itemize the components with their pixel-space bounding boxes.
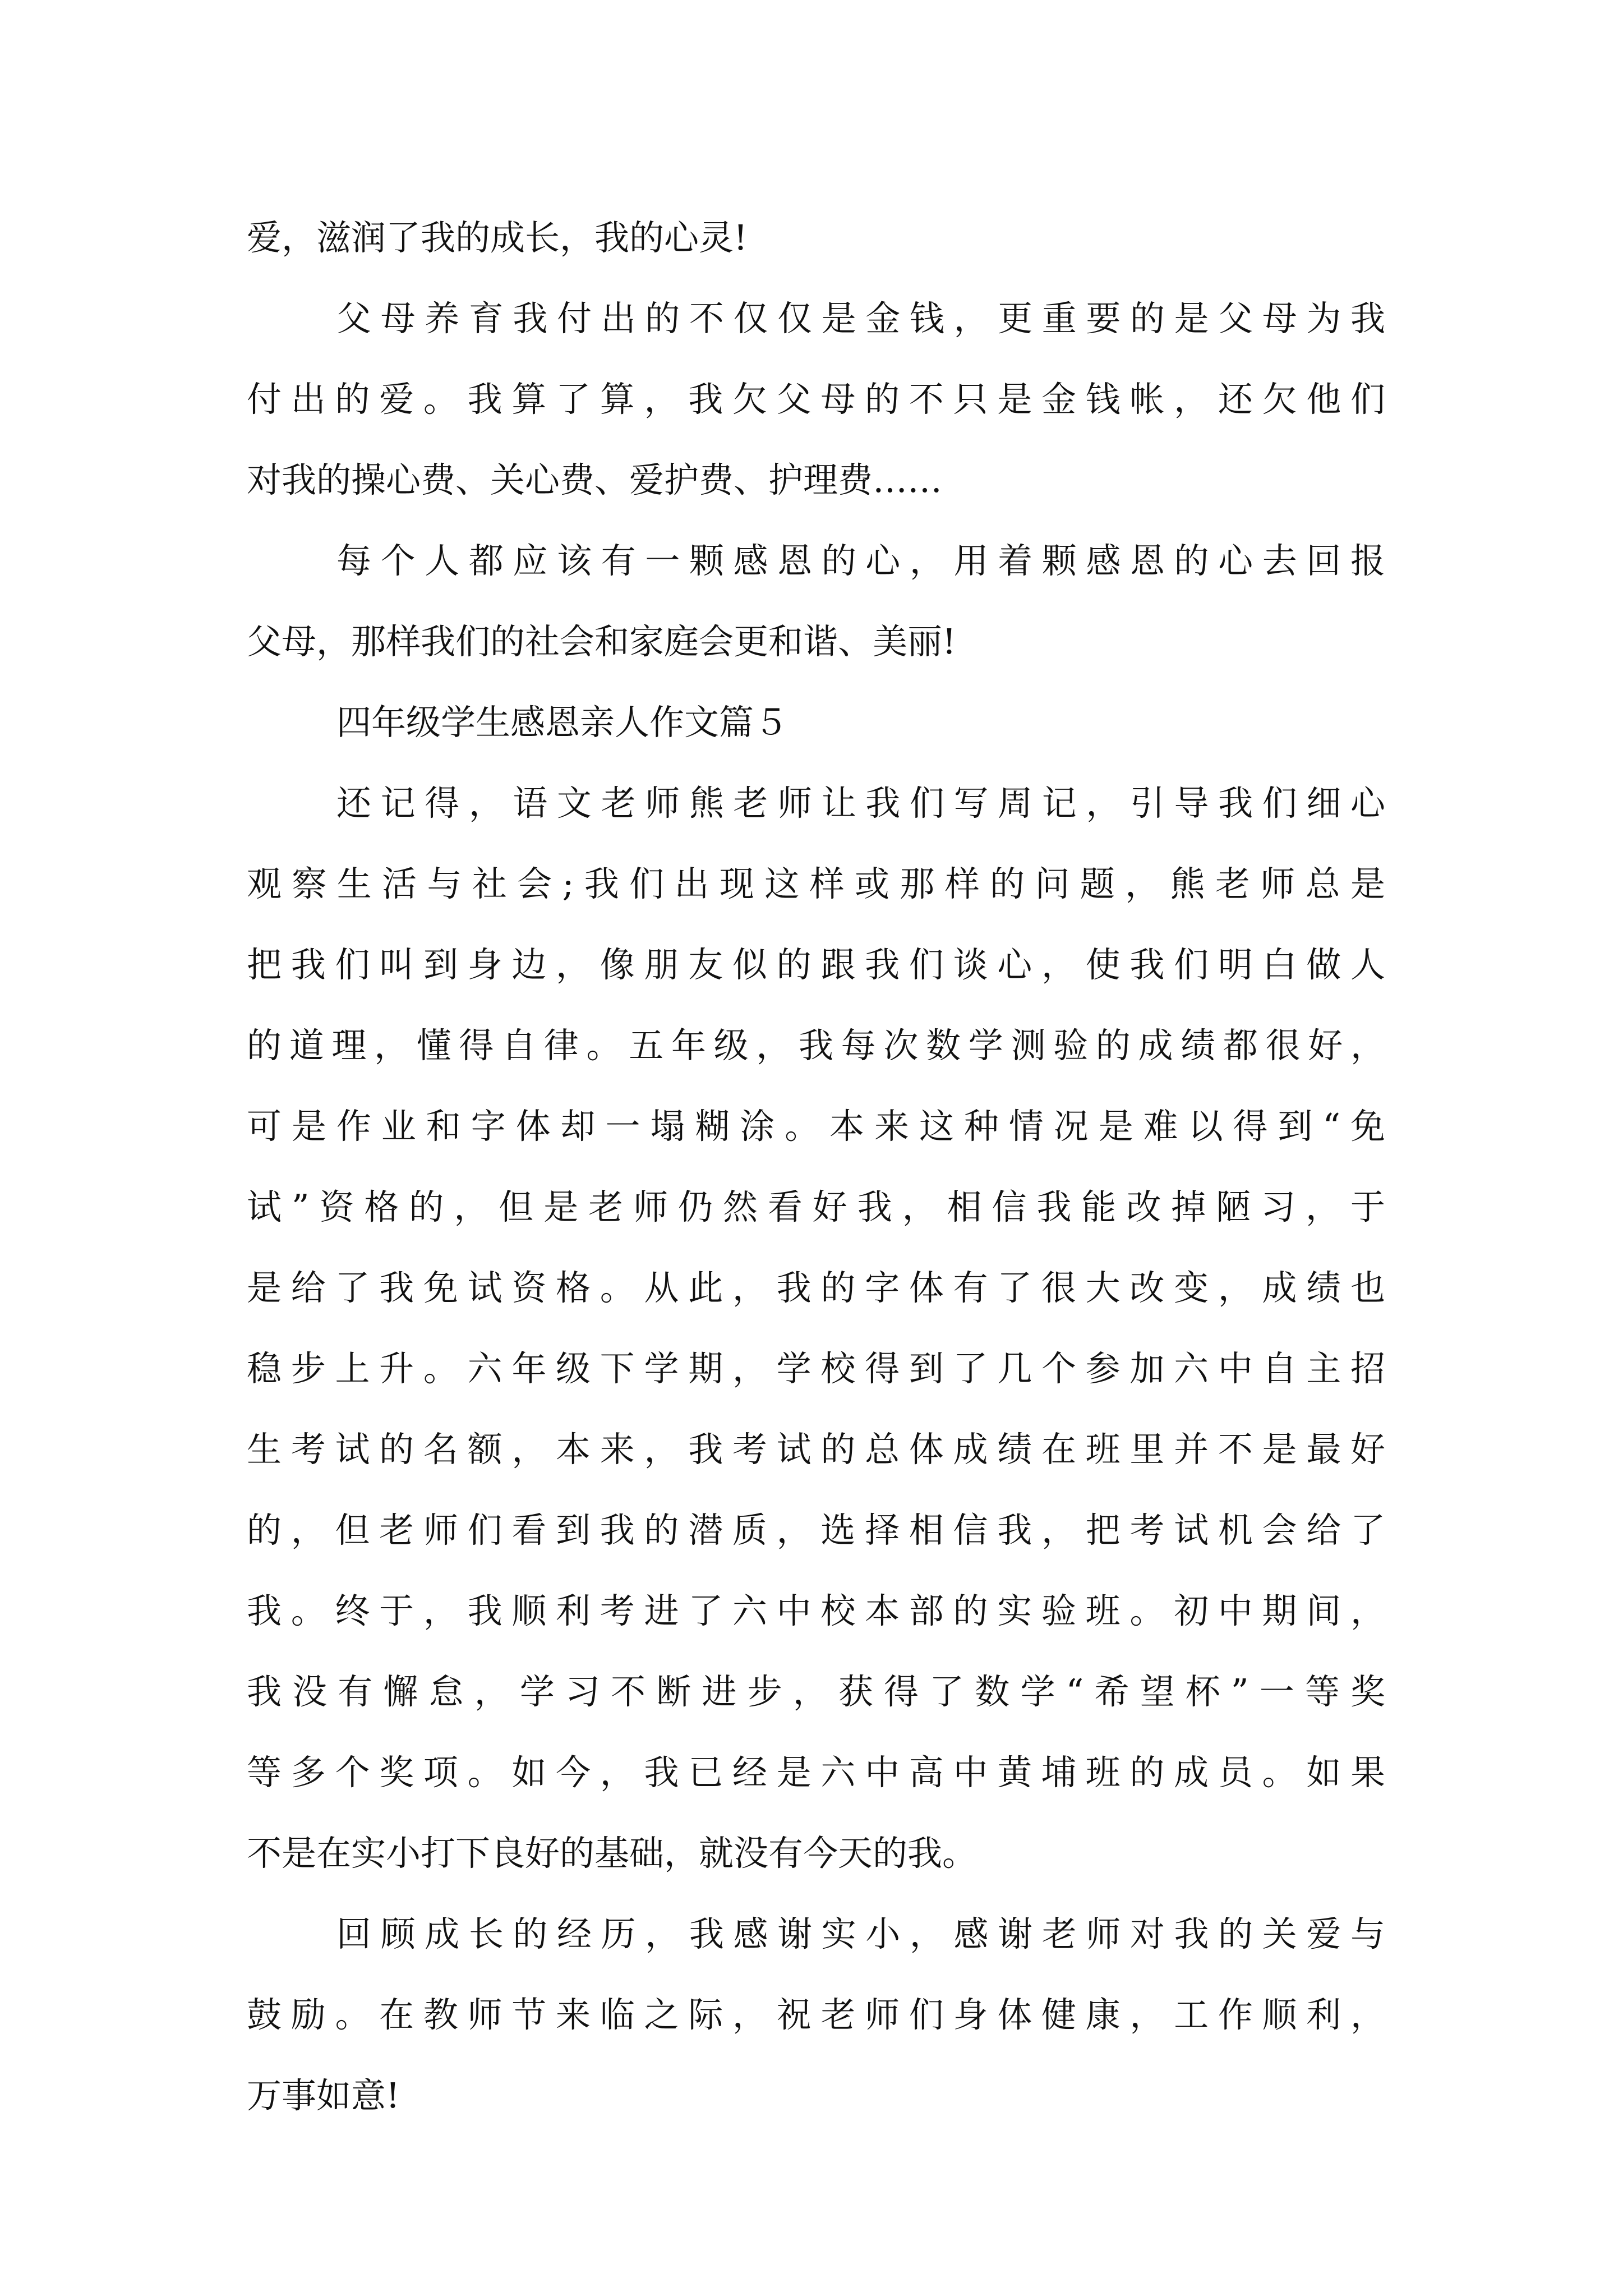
text-line: 爱，滋润了我的成长，我的心灵! <box>247 217 748 258</box>
text-line: 稳步上升。六年级下学期，学校得到了几个参加六中自主招 <box>247 1348 1385 1389</box>
text-line: 鼓励。在教师节来临之际，祝老师们身体健康，工作顺利， <box>247 1994 1385 2035</box>
text-line: 每个人都应该有一颗感恩的心，用着颗感恩的心去回报 <box>336 540 1385 581</box>
text-line: 我。终于，我顺利考进了六中校本部的实验班。初中期间， <box>247 1590 1385 1631</box>
text-line: 观察生活与社会;我们出现这样或那样的问题，熊老师总是 <box>247 863 1385 904</box>
text-line: 四年级学生感恩亲人作文篇５ <box>336 702 789 743</box>
text-line: 是给了我免试资格。从此，我的字体有了很大改变，成绩也 <box>247 1267 1385 1308</box>
text-line: 我没有懈怠，学习不断进步，获得了数学“希望杯”一等奖 <box>247 1671 1385 1712</box>
text-line: 还记得，语文老师熊老师让我们写周记，引导我们细心 <box>336 783 1385 823</box>
text-line: 可是作业和字体却一塌糊涂。本来这种情况是难以得到“免 <box>247 1106 1385 1147</box>
text-line: 父母，那样我们的社会和家庭会更和谐、美丽! <box>247 621 956 662</box>
text-line: 父母养育我付出的不仅仅是金钱，更重要的是父母为我 <box>336 298 1385 339</box>
text-line: 万事如意! <box>247 2075 400 2116</box>
text-line: 等多个奖项。如今，我已经是六中高中黄埔班的成员。如果 <box>247 1752 1385 1793</box>
text-line: 的，但老师们看到我的潜质，选择相信我，把考试机会给了 <box>247 1510 1385 1550</box>
text-line: 不是在实小打下良好的基础，就没有今天的我。 <box>247 1833 978 1874</box>
text-line: 把我们叫到身边，像朋友似的跟我们谈心，使我们明白做人 <box>247 944 1385 985</box>
text-line: 的道理，懂得自律。五年级，我每次数学测验的成绩都很好， <box>247 1025 1385 1066</box>
text-line: 生考试的名额，本来，我考试的总体成绩在班里并不是最好 <box>247 1429 1385 1470</box>
document-body <box>247 197 1385 2136</box>
text-line: 对我的操心费、关心费、爱护费、护理费…… <box>247 459 943 500</box>
text-line: 试”资格的，但是老师仍然看好我，相信我能改掉陋习，于 <box>247 1186 1385 1227</box>
text-line: 回顾成长的经历，我感谢实小，感谢老师对我的关爱与 <box>336 1913 1385 1954</box>
text-line: 付出的爱。我算了算，我欠父母的不只是金钱帐，还欠他们 <box>247 379 1385 420</box>
